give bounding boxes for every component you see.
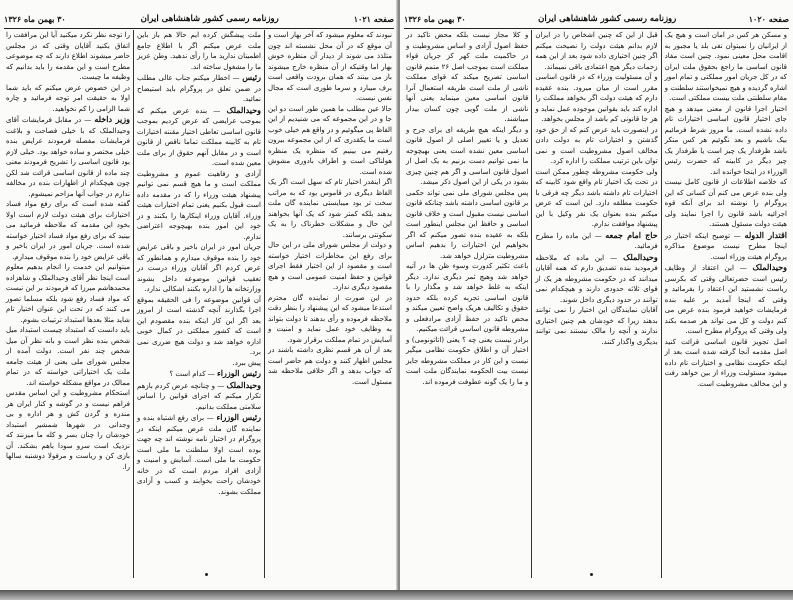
paragraph (137, 380, 261, 413)
left-page (0, 0, 398, 590)
paragraph-text: و آن مسئولیت وزراء که در قانون اساسی مقرر است از میان میرود. بنده عقیده دارم که هیئت دولت اگر بخواهد مملکت را اداره کند باید بقوانین موجوده عمل نماید و هر جا قانونی کم باشد از مجلس بخواهد. (535, 73, 658, 123)
paragraph-text: این ماده را مطرح فرمائید. (535, 231, 658, 250)
paragraph-text: بعد از آن هر قسم نظری داشته باشند در مجلس اظهار کنند و دولت هم حاضر است که جواب بدهد و اگر خلافی ملاحظه شد مسئول است. (268, 346, 392, 386)
page-number: صفحه ۱۰۲۱ (353, 14, 394, 24)
paragraph (665, 230, 787, 263)
text-column (133, 30, 264, 578)
page-mark (205, 573, 208, 576)
paragraph (137, 368, 261, 380)
paragraph-text: جریان امور در ایران باخیر و باقی عرایض خود را بنده موقوف میدارم و همانطور که عرض کردم اگر آقایان وزراء درست در تعقیب قوانین موضوعه داخل بشوند وزارتخانه ها را اداره بکنند اشکالی ندارد. (137, 243, 261, 293)
paragraph (665, 262, 787, 337)
paragraph-text: توضیح اینکه اختیار در اینجا مطرح نیست موضوع مذاکره پروگرام هیئت وزراء است. (664, 231, 787, 261)
paragraph-text: نبودند که معلوم میشود که آخر بهار است و آن موقع که در آن محل نشسته اند چون متلذذ می شوند از دیدار آن منظره خوش بهار اما وقتیکه از آن منظره خارج میشوند باز می بینند که همان برودت واقعی است برف میبارد و سرما طوری است که مجال نفس نیست. (268, 31, 392, 102)
paragraph-text: اختیار اجرا قانون از معنی میدهد و هیچ جای اختیار قانون اساسی اختیارات تام داده نشده است. ما مروز شرط فرمائیم بیک باشیم و بعد نگوئیم هر کس منکر باشد ظرفدار یک چیز است یا طرفدار یک چیز دیگر در کابینه که حضرت رئیس الوزراء در اینجا خوانده اند. (664, 104, 787, 176)
paragraph-text: ملت پیشگش کرده ایم حالا هم باز باین ملت عرض میکنم اگر با اطلاع جامع اطمینان ندارید ما را رأی ندهید. وطن عزیز ما را مشغول ساخته اند. (137, 31, 261, 71)
paragraph-text: و دیگر اینکه هیچ طریقه ای برای جرح و تعدیل و یا تغییر اصلی از اصول قانون اساسی معین نشده است یعنی بهیچوجه ما نمی توانیم دست بزنیم به یک اصل از اصول قانون اساسی و اگر هم چنین چیزی بشود در یکی از این اصول ذکر میشد. (406, 125, 529, 186)
paragraph-text: اگر اینقدر اختیار تام که سهل است اگر یک الفاظ دیگری در قاموس بود که به مراتب سخت تر بود میبایستی نماینده گان ملت بدهند بلکه کمتر شود که یک آنها بخواهند این حال و مشکلات خطرناک را به یک سکونتی برسانند. (268, 178, 392, 239)
paragraph-text: قبل از این که چنین اشخاص را در ایران لازم بدانم هیئت دولت را نصیحت میکنم اگر چنین اختیاری داده شود بعد از این همه زحمات دیگر هیچ اعتمادی باقی نمیماند. (535, 31, 658, 71)
paragraph-text: حالا عین مطلب ما همین طور است دو این جا و در این مجموعه که می شنیدیم از این الفاظ پی میگوئیم و در واقع هم خیلی خوب است ما یکقدری که از این مجموعه بیرون رفتیم می بینیم که منظره یک منظره هولناکی است و اطراف بادوری مشوش شده است. (268, 104, 392, 176)
paragraph (137, 169, 261, 243)
paragraph (6, 388, 130, 472)
paragraph-text: آزادی و رفاهیت عموم و مشروطیت مملکت است و ما هیچ قسم نمی توانیم پیشنهاد هیئت وزراء را که در مقدمه داده است قبول بکنیم یعنی تمام اختیارات هیئت وزراء. آقایان وزراء اینکارها را بکنند و در خود این امور بنده بهیچوجه اعتراضی ندارم. (137, 169, 261, 241)
paragraph-text: و کلا مجاز نیست بلکه محض تاکید در حفظ اصول آزادی و اساس مشروطیت و در حاکمیت ملت کهر کز جریان قواء مملکت است بموجب اصل ۲۶ متمم قانون اساسی تصریح میکند که قوای مملکت ناشی از ملت است طریقه استعمال آنرا قانون اساسی معین مینماید یعنی آنها ناشی از ملت گویی چون کسان بیدار میباشند. (406, 31, 529, 123)
dash: — (733, 264, 753, 272)
paragraph (406, 188, 528, 262)
paragraph-text: پیش ببرد. (232, 358, 261, 367)
speaker-name: وحیدالملک (623, 251, 658, 262)
paragraph (406, 125, 528, 188)
scan-edge (0, 590, 793, 600)
page-number: صفحه ۱۰۲۰ (748, 14, 789, 24)
paragraph-text: اخطار میکنم جناب عالی مطلب در ضمن تعلق در پروگرام باید استیضاح نمائید. (137, 74, 261, 103)
paragraph-text: در مقابل فرمایشات آقای وحیدالملک که با خیلی فصاحت و بلاغت فرمایشات مفصله فرمودند عرایض بنده خیلی مختصر و ساده خواهد بود. خیلی لازم بود قانون اساسی را تشریح فرمودند معنی چند ماده از قانون اساسی قرائت شد لکن چون هیچکدام از اظهارات بنده در مخالفه ندارم در جواب آنها مزاحم نمیشوم. (6, 116, 130, 198)
page-header (4, 12, 394, 29)
paragraph (535, 72, 657, 125)
text-column (264, 30, 395, 578)
dash: — (591, 231, 606, 240)
speaker-name: وحیدالملک (226, 379, 261, 390)
paragraph-text: را توجه نظر نکرد میکنید آیا این مرافقت را اتفاق بکنید آقایان وقتی که در مجلس حاضر میشوند اطلاع دارند که چه موضوعی مطرح است و این مقدمه را باید بدانیم که وظیفه ما چیست. (6, 31, 130, 81)
columns (3, 30, 395, 578)
paragraph (535, 230, 657, 252)
speaker-name: رئیس (242, 72, 261, 82)
paragraph (268, 30, 392, 104)
paragraph-text: برای رفع اشتباه بنده و نماینده گان ملت عرض میکنم اینکه در پروگرام در اختیار نامه نوشته اند چه جهت بوده است اولا سلطنت ما ملی است حکومت ما ملی است. آسایش و امنیت و آزادی افراد مردم است که در خانه خودشان راحت بخوابند و کسب و آزادی مملکت بشوند. (137, 414, 261, 496)
paragraph (137, 412, 261, 497)
paragraph-text: که خلاصه اطلاعات از قانون کامل نیست ولی بنده عرض می کنم آن کسانی که این پروگرام را نوشته اند برای آنکه قوه اجرائیه باشد قانون را اجرا نمایند ولی هیئت دولت مسئول هستند. (664, 178, 787, 228)
paragraph (6, 30, 130, 83)
page-header (404, 12, 789, 29)
speaker-name: اقتدار الدوله (744, 229, 788, 240)
page-mark (590, 573, 593, 576)
dash: — (207, 106, 227, 115)
paragraph (535, 305, 657, 347)
paragraph-text: و دولت از مجلس شورای ملی در این حال برای رفع این مخاطرات اختیار خواسته است و مقصود از این اختیار فقط اجرای قوانین و حفظ امنیت عمومی است و هیچ مقصود دیگری ندارد. (268, 241, 392, 291)
dash: — (604, 253, 624, 262)
paragraph (535, 125, 657, 167)
paragraph (6, 83, 130, 115)
paragraph (665, 337, 787, 390)
paragraph (137, 295, 261, 358)
paragraph (6, 262, 130, 325)
paragraph (6, 325, 130, 388)
paragraph (137, 30, 261, 72)
paragraph-text: پس مجلس شورای ملی نمی تواند حکمی بر قانون اساسی داشته باشد چنانکه قانون اساسی نیست مقبول است و خلاف قانون اساسی و حافظ این مجلس اینطور است بلکه به عقیده بنده تصور میکنم که اگر بخواهیم این اختیارات را بدهیم اساس مشروطیت متزلزل خواهد شد. (406, 188, 529, 260)
speaker-name: حاج امام جمعه (605, 229, 658, 240)
paragraph-text: گفته شده است که برای رفع مواد فساد اختیارات برای هیئت دولت لازم است اولا بخود این مقدمه که ملاحظه فرمائید می بینید که برای رفع مواد فساد اختیار خواسته شده است. جریان امور در ایران باخیر و باقی عرایض خود را بنده موقوف میدارم. (6, 200, 130, 261)
speaker-name: وزیر داخله (94, 114, 130, 124)
paragraph (665, 177, 787, 230)
paragraph-text: در اینصورت باید عرض کنم که از حق خود گذشتن و اختیارات تام به دولت دادن مخالف اصول مشروطیت است و نمی توان باین ترتیب مملکت را اداره کرد. (535, 125, 658, 165)
paragraph (406, 30, 528, 125)
paragraph-text: ولی حکومت مشروطه چطور ممکن است در تحت یک اختیار تام واقع شود کابینه که اختیارات تام داشته باشد دیگر چه فرقی با حکومت مطلقه دارد. این است که عرض میکنم بنده بعنوان یک نفر وکیل با این پیشنهاد موافقت ندارم. (535, 167, 658, 228)
paragraph (137, 72, 261, 105)
paragraph-text: برادر نیست یعنی چه ؟ یعنی (اتاتونومی) و اختیار آن و اطلاق حکومت نظامی میگیر نیست و این کار در مملکت مشروطه جایز نیست بیت الحکومه نمایندگان ملت است و ما را یک گونه عطوفت فرموده اند. (406, 335, 529, 386)
paragraph (406, 261, 528, 335)
dash: — (81, 116, 95, 124)
right-page (400, 0, 793, 590)
dash: — (205, 370, 217, 378)
paragraph-text: این ماده که ملاحظه فرمودید بنده تصدیق دارم که همه آقایان میدانند که در حکومت مشروطه هر یک از قوای ثلاثه حدودی دارند و هیچکدام نمی توانند در حدود دیگری داخل شوند. (535, 253, 658, 304)
speaker-name: وحیدالملک (752, 262, 788, 272)
issue-date: ۳۰ بهمن ماه ۱۳۲۶ (4, 14, 66, 24)
paragraph (6, 199, 130, 262)
paragraph-text: باعث تکثیر کدورت وسوء ظن ها در آتیه خواهد شد وهیچ ثمر دیگری ندارد. دیگر اینکه به غلط خواهد شد و مگذار را با قانون اساسی تجربه کرده بلکه حدود حقوق و تکالیف هریک واضح تعیین میکند و محض تاکید در حفظ آزادی مرادفعلی و مشروطه قانون اساسی قرائت میکنیم. (406, 262, 529, 333)
paragraph (268, 177, 392, 240)
paragraph (535, 252, 657, 306)
paragraph-text: میتوانیم این خدمت را انجام بدهیم معلوم است اینجا نظر آقای وحیدالملک و شاهزاده محمدهاشم میرزا که فرمودند بر این نیست که مواد فساد رفع شود بلکه مسلما تصور می کنند که در تحت این عنوان اختیار تام شاید مثلا بعدها استبداد ترتیبات بشوم. (6, 263, 130, 324)
dash: — (730, 231, 745, 240)
paragraph (665, 104, 787, 178)
paragraph-text: باید دانست که استبداد چیست استبداد میل شخص بنده نظر است و بانه نظر آن میل شخص چند نفر است. دولت آمده از مجلس شورای ملی یعنی از هیئت جامعه ملت یک اختیاراتی خواسته که در تمام ممالک در مواقع مشکله خواسته اند. (6, 326, 130, 387)
paragraph-text: در این صورت از نماینده گان محترم استدعا میشود که این پیشنهاد را بنظر دقت ملاحظه فرموده و رأی بدهند تا دولت بتواند به وظایف خود عمل نماید و امنیت و آسایش در تمام مملکت برقرار شود. (268, 293, 392, 344)
dash: — (229, 74, 243, 82)
paragraph (6, 114, 130, 199)
paragraph-text: کدام است ؟ (169, 370, 206, 378)
text-column (661, 30, 790, 578)
dash: — (215, 381, 227, 390)
paragraph (535, 167, 657, 230)
paragraph-text: آقایان نمایندگان این اختیار را نمی توانند بدهند زیرا که خودشان هم چنین اختیاری ندارند و آنچه را مالک نیستند نمی توانند بدیگری واگذار کنند. (535, 306, 658, 346)
paragraph (268, 240, 392, 293)
paragraph-text: در این خصوص عرض میکنم که باید شما اولا به حقیقت امر توجه فرمائید و چاره شما الزامی را کم نخواهید. (6, 83, 130, 113)
newspaper-title: روزنامه رسمی کشور شاهنشاهی ایران (140, 14, 279, 24)
paragraph (268, 293, 392, 346)
paragraph (137, 242, 261, 295)
paragraph (535, 30, 657, 72)
paragraph-text: آن قوانین موضوعه را فی الحقیقه بموقع اجرا بگذارند آنچه گذشته است از امروز بعد اگر این کار اینکه بنده مقصودم این است که کشور مملکتی در کمال خوبی اداره خواهد شد و دولت هیچ ضرری نمی برد. (137, 295, 261, 356)
paragraph-text: اصل تجویز قانون اساسی قرائت کنید اصل مقدمه آنجا گرفته شده است بعد از اینکه حکومت نظامی و اختیارات تام داده میشود مسئولیت وزراء از بین خواهد رفت و این مخالف مشروطیت است. (664, 337, 787, 388)
speaker-name: رئیس الوزراء (216, 412, 261, 422)
paragraph-text: این اعتقاد از وظایف رئیس است حضرتعالی وقتی که بکرسی ریاست نشستید این اعتقاد را بفرمائید و وقتی که اینجا آمدید بر علیه بنده فرمایشات خواهید فرمود بنده عرض می کنم دولت و کل می تواند هر صدمه بکند ولی وقتی که پروگرام مطرح است. (664, 264, 787, 335)
paragraph (406, 335, 528, 388)
paragraph (268, 345, 392, 387)
paragraph-text: بنده عرض میکنم که بموجب عرایضی که عرض کردیم بموجب قانون اساسی تعاطی اختیار مقننه اختیارات تام به کابینه مملکت تماما ناقص از قانون است و در مقابل آنهم حقوق از برای ملت معین شده است. (137, 106, 261, 167)
speaker-name: رئیس الوزراء (217, 368, 261, 378)
text-column (531, 30, 660, 578)
paragraph (268, 104, 392, 178)
paragraph (665, 30, 787, 104)
paragraph (137, 358, 261, 369)
speaker-name: وحیدالملک (226, 104, 262, 115)
paragraph-text: و چنانچه عرض کردم بازهم تکرار میکنم که اجرای قوانین را اساس سلامتی مملکت بدانیم. (136, 381, 261, 411)
text-column (403, 30, 531, 578)
issue-date: ۳۰ بهمن ماه ۱۳۲۶ (404, 14, 466, 24)
dash: — (204, 414, 217, 422)
newspaper-title: روزنامه رسمی کشور شاهنشاهی ایران (538, 14, 677, 24)
paragraph (137, 105, 261, 169)
columns (403, 30, 790, 578)
paragraph-text: استحکام مشروطیت و این اساس مقدس فراهم نیست و در گوشه و کنار ایران هر مندره و گردن کش و هر اداره و بی وجدانی در شهرها شمشیر استبداد خودشان را چنان بسر و کله ما میزنند که نزدیک است سرو سودا باهم بشکند. آن بازی کن و ریاست و مرفولا دوشنبه سالها را. (6, 389, 130, 471)
text-column (3, 30, 133, 578)
paragraph-text: و مسکن هر کس در امان است و هیچ یک از ایرانیان را نمیتوان نفی بلد یا مجبور به اقامت محل معینی نمود. چنین است مفاد قانون اساسی ما راجع بحقوق ملت ایران که در کل جریان امور مملکتی و تمام امور اشاره گردیده و هیچ نمیخواستند سلطنت و مقام سلطنتی ملت بیست مملکتی است. (664, 31, 787, 102)
